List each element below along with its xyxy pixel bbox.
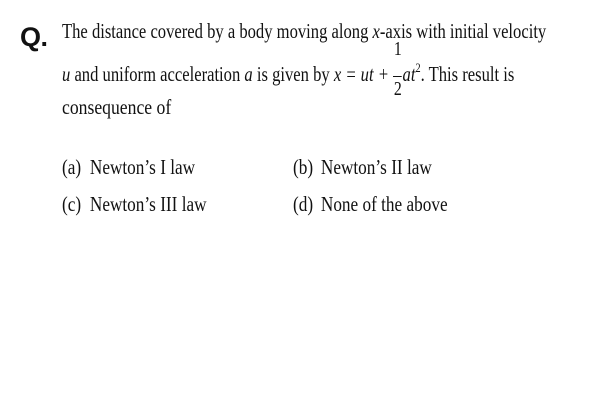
exponent: 2: [415, 60, 421, 75]
option-d[interactable]: [293, 191, 448, 217]
option-b[interactable]: [293, 154, 432, 180]
fraction-half: [393, 38, 402, 100]
variable-a: a: [244, 62, 253, 86]
option-letter: (b): [293, 155, 314, 179]
option-text: Newton’s III law: [89, 192, 207, 216]
equation-lhs: x = ut +: [333, 62, 394, 86]
question-text: [62, 16, 590, 123]
option-text: None of the above: [320, 192, 448, 216]
question-line-2: [62, 38, 515, 100]
variable-u: u: [62, 62, 71, 86]
question-label: Q.: [20, 22, 48, 52]
variable-x: x: [372, 19, 380, 43]
option-letter: (d): [293, 192, 314, 216]
question-line-2-mid1: and uniform acceleration: [70, 62, 245, 86]
fraction-numerator: 1: [393, 38, 402, 60]
option-c[interactable]: [62, 191, 207, 217]
option-letter: (a): [62, 155, 82, 179]
question-line-2-mid2: is given by: [252, 62, 334, 86]
option-a[interactable]: [62, 154, 195, 180]
option-text: Newton’s I law: [89, 155, 196, 179]
question-line-1: [62, 16, 547, 47]
option-letter: (c): [62, 192, 82, 216]
equation-at: at: [402, 62, 416, 86]
fraction-denominator: 2: [393, 78, 402, 100]
question-line-3: consequence of: [62, 95, 172, 119]
question-line-1-start: The distance covered by a body moving along: [62, 19, 373, 43]
question-line-1-tail: -axis with initial velocity: [379, 19, 547, 43]
question-line-2-tail: . This result is: [420, 62, 515, 86]
option-text: Newton’s II law: [320, 155, 432, 179]
